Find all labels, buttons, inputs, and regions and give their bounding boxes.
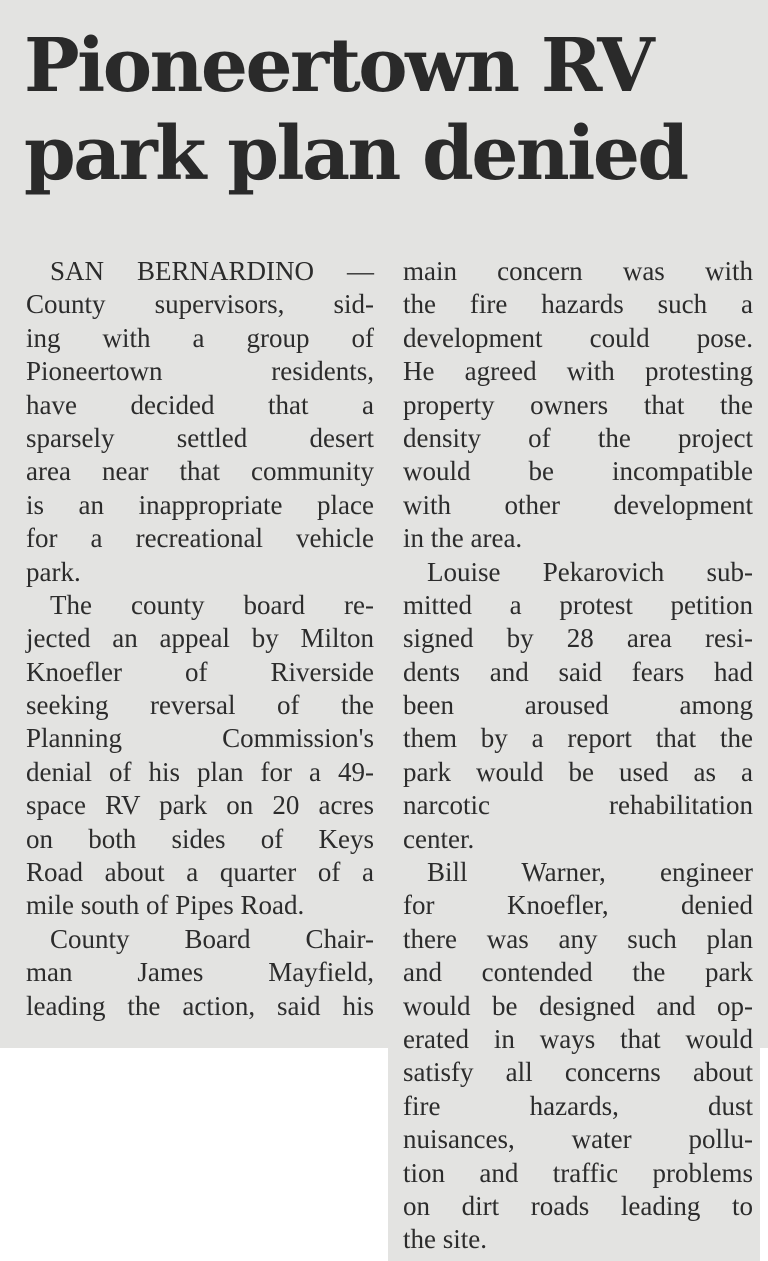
headline-line: park plan denied [24,111,687,197]
article-text-line: Louise Pekarovich sub- [427,556,753,587]
headline [24,22,764,198]
article-text-line: The county board re- [50,589,374,620]
article-text-line: with other development [403,489,753,520]
article-text-line: tion and traffic problems [403,1157,753,1188]
headline-line: Pioneertown RV [24,23,653,109]
article-text-line: Pioneertown residents, [26,356,374,387]
article-text-line: dents and said fears had [403,656,753,687]
article-text-line: County Board Chair- [50,923,374,954]
article-text-line: SAN BERNARDINO — [50,256,374,286]
article-text-line: nuisances, water pollu- [403,1124,753,1155]
article-column-left [26,255,374,1023]
article-text-line: park would be used as a [403,756,753,787]
article-text-line: for Knoefler, denied [403,890,753,921]
article-text-line: He agreed with protesting [403,356,753,387]
article-text-line: area near that community [26,456,374,487]
article-text-line: denial of his plan for a 49- [26,756,374,787]
article-text-line: Bill Warner, engineer [427,857,753,888]
article-text-line: center. [403,823,475,854]
article-text-line: man James Mayfield, [26,957,374,988]
article-text-line: there was any such plan [403,923,753,954]
article-text-line: is an inappropriate place [26,489,374,520]
article-text-line: sparsely settled desert [26,422,374,453]
article-text-line: mile south of Pipes Road. [26,890,305,921]
article-text-line: seeking reversal of the [26,690,374,721]
article-text-line: for a recreational vehicle [26,523,374,554]
article-text-line: County supervisors, sid- [26,289,374,320]
article-text-line: and contended the park [403,957,753,988]
article-text-line: ing with a group of [26,322,374,353]
article-text-line: signed by 28 area resi- [403,623,753,654]
article-text-line: jected an appeal by Milton [26,623,374,654]
article-text-line: property owners that the [403,389,753,420]
article-text-line: on both sides of Keys [26,823,374,854]
article-text-line: mitted a protest petition [403,589,753,620]
article-text-line: density of the project [403,422,753,453]
article-text-line: development could pose. [403,322,753,353]
article-text-line: fire hazards, dust [403,1090,753,1121]
article-text-line: space RV park on 20 acres [26,790,374,821]
article-text-line: satisfy all concerns about [403,1057,753,1088]
article-text-line: the site. [403,1224,487,1255]
article-text-line: would be designed and op- [403,990,753,1021]
article-text-line: park. [26,556,81,587]
article-text-line: would be incompatible [403,456,753,487]
article-text-line: have decided that a [26,389,374,420]
article-text-line: Knoefler of Riverside [26,656,374,687]
article-column-right [403,255,753,1257]
article-text-line: Road about a quarter of a [26,857,374,888]
article-text-line: in the area. [403,523,523,554]
article-text-line: them by a report that the [403,723,753,754]
article-text-line: erated in ways that would [403,1023,753,1054]
article-text-line: been aroused among [403,690,753,721]
article-text-line: narcotic rehabilitation [403,790,753,821]
article-text-line: the fire hazards such a [403,289,753,320]
article-text-line: main concern was with [403,256,753,286]
article-text-line: leading the action, said his [26,990,374,1021]
article-text-line: Planning Commission's [26,723,374,754]
article-text-line: on dirt roads leading to [403,1190,753,1221]
